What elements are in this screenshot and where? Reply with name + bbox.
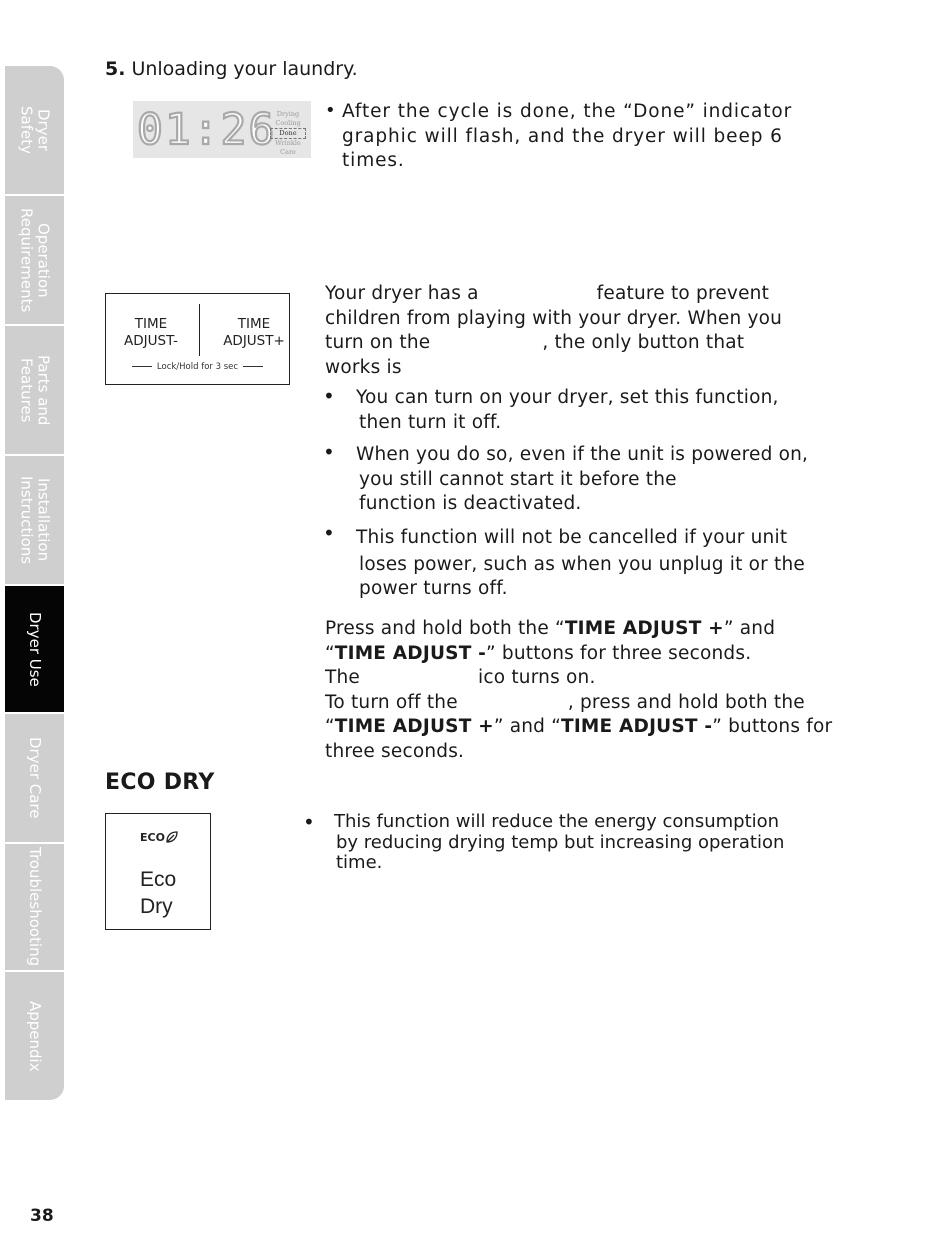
tab-label: Installation Instructions <box>17 475 53 565</box>
tab-installation-instructions[interactable] <box>5 456 64 586</box>
time-adjust-plus-label: TIME ADJUST+ <box>223 316 285 349</box>
lock-bullet-1 <box>356 386 779 435</box>
tab-label: Appendix <box>26 1000 44 1072</box>
text-line: “TIME ADJUST -” buttons for three seconds. <box>325 642 752 664</box>
tab-troubleshooting[interactable] <box>5 844 64 972</box>
text-line: by reducing drying temp but increasing operation <box>336 831 785 853</box>
unload-bullet-text <box>342 100 792 174</box>
text-line: then turn it off. <box>359 411 502 433</box>
bullet-dot: • <box>323 384 335 408</box>
page-number: 38 <box>30 1206 54 1226</box>
text-line: function is deactivated. <box>359 493 582 514</box>
text-line: power turns off. <box>359 578 508 599</box>
status-drying: Drying <box>276 110 300 118</box>
divider <box>199 304 200 356</box>
bullet-dot: • <box>303 810 315 834</box>
text-line: To turn off the , press and hold both the <box>325 691 805 713</box>
text-line: you still cannot start it before the <box>359 468 677 490</box>
text-line: graphic will flash, and the dryer will beep 6 <box>342 125 783 147</box>
time-adjust-minus-label: TIME ADJUST- <box>124 316 178 349</box>
eco-dry-heading: ECO DRY <box>105 770 215 795</box>
tab-parts-and-features[interactable] <box>5 326 64 456</box>
bullet-dot: • <box>325 100 336 121</box>
tab-operation-requirements[interactable] <box>5 196 64 326</box>
lock-bullet-2 <box>356 443 808 517</box>
eco-bullet-text <box>334 812 784 874</box>
tab-label: Troubleshooting <box>26 847 44 967</box>
eco-dry-graphic <box>105 813 211 930</box>
lock-instructions <box>325 617 832 764</box>
display-status-list <box>269 110 307 157</box>
display-digits: 01:26 <box>137 105 277 155</box>
tab-dryer-care[interactable] <box>5 714 64 844</box>
text-line: This function will reduce the energy consumption <box>334 811 780 832</box>
text-line: loses power, such as when you unplug it or the <box>359 554 805 575</box>
bullet-dot: • <box>323 521 335 545</box>
status-cooling: Cooling <box>275 119 301 127</box>
time-adjust-graphic <box>105 293 290 385</box>
text-line: Press and hold both the “TIME ADJUST +” and <box>325 618 776 639</box>
text-line: turn on the , the only button that <box>325 332 745 353</box>
text-line: three seconds. <box>325 740 465 762</box>
tab-dryer-safety[interactable] <box>5 66 64 196</box>
bullet-dot: • <box>323 440 335 464</box>
tab-label: Dryer Use <box>26 611 44 687</box>
lock-intro <box>325 282 782 380</box>
step-number: 5. <box>105 58 126 80</box>
text-line: After the cycle is done, the “Done” indicator <box>342 101 793 122</box>
tab-dryer-use[interactable] <box>5 586 64 714</box>
lock-bullet-3 <box>356 524 805 600</box>
step-title: Unloading your laundry. <box>131 58 358 80</box>
text-line: Your dryer has a feature to prevent <box>325 283 770 304</box>
text-line: times. <box>342 150 405 171</box>
lock-hold-label: Lock/Hold for 3 sec <box>106 362 289 372</box>
tab-label: Parts and Features <box>17 354 53 426</box>
text-line: When you do so, even if the unit is powered on, <box>356 444 809 465</box>
text-line: time. <box>336 852 383 873</box>
status-done: Done <box>270 128 306 139</box>
tab-label: Dryer Care <box>26 737 44 819</box>
tab-appendix[interactable] <box>5 972 64 1100</box>
text-line: This function will not be cancelled if your unit <box>356 527 788 548</box>
text-line: “TIME ADJUST +” and “TIME ADJUST -” buttons for <box>325 716 833 737</box>
display-graphic <box>133 101 311 158</box>
text-line: The ico turns on. <box>325 667 596 688</box>
text-line: works is <box>325 356 402 378</box>
tab-label: Dryer Safety <box>17 106 53 154</box>
eco-dry-label: Eco Dry <box>140 868 177 918</box>
eco-leaf-icon: ECO <box>140 830 179 844</box>
tab-label: Operation Requirements <box>17 207 53 313</box>
status-wrinkle-care: Wrinkle Care <box>275 139 301 156</box>
step-heading <box>105 58 358 80</box>
text-line: You can turn on your dryer, set this function, <box>356 387 779 408</box>
text-line: children from playing with your dryer. When you <box>325 307 783 329</box>
